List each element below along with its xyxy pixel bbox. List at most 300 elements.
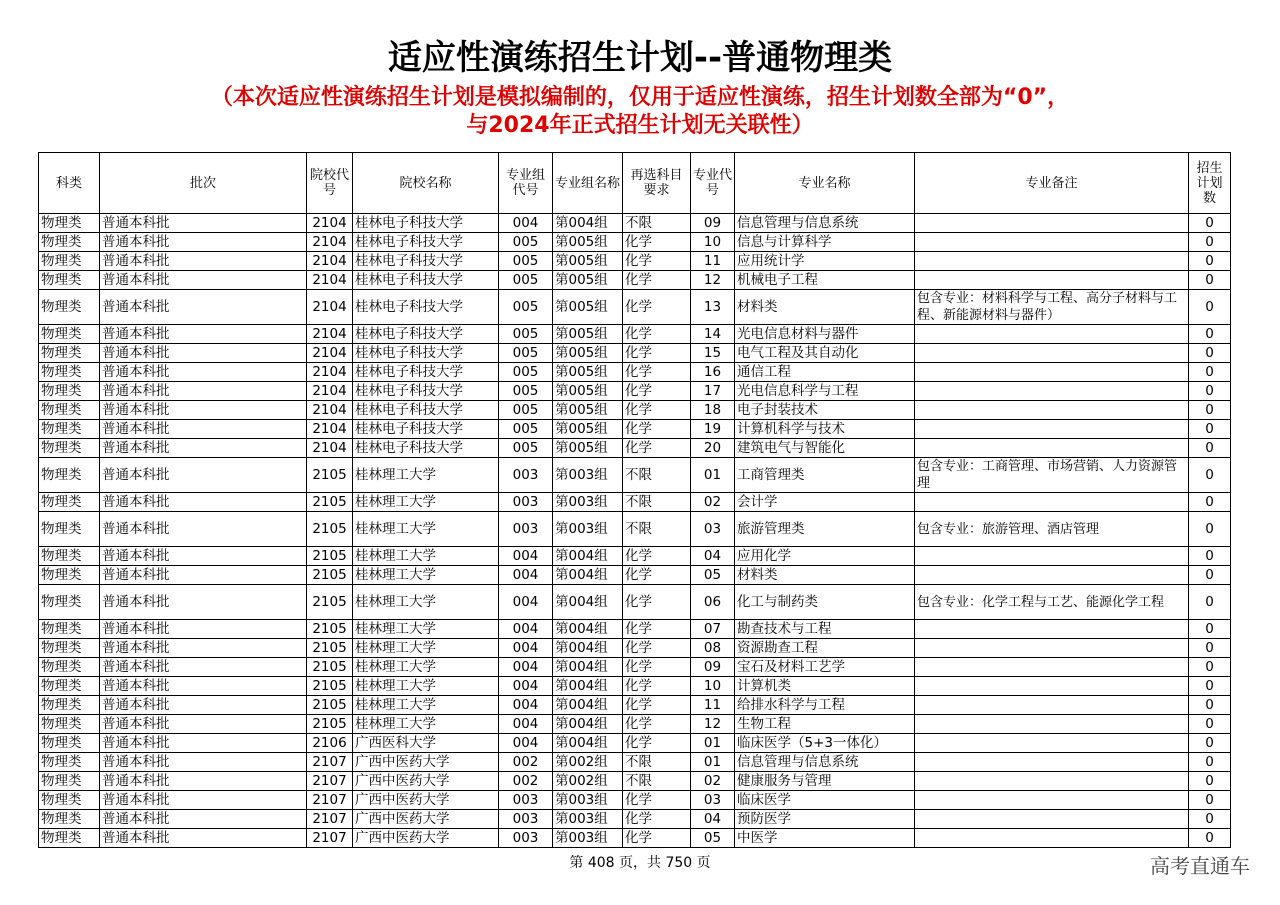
cell-school-name: 桂林电子科技大学	[353, 344, 499, 363]
cell-major-code: 10	[691, 233, 735, 252]
cell-subject-requirement: 化学	[623, 344, 691, 363]
cell-major-code: 16	[691, 363, 735, 382]
cell-plan-count: 0	[1189, 252, 1231, 271]
cell-major-code: 08	[691, 639, 735, 658]
cell-group-code: 002	[499, 753, 553, 772]
cell-school-name: 广西中医药大学	[353, 791, 499, 810]
cell-group-code: 004	[499, 214, 553, 233]
cell-category: 物理类	[39, 401, 100, 420]
cell-plan-count: 0	[1189, 382, 1231, 401]
col-header-subject-requirement: 再选科目要求	[623, 153, 691, 214]
cell-school-code: 2104	[307, 401, 353, 420]
cell-group-code: 005	[499, 344, 553, 363]
cell-major-remark	[915, 829, 1189, 848]
cell-major-code: 09	[691, 658, 735, 677]
cell-major-name: 应用统计学	[735, 252, 915, 271]
cell-school-code: 2107	[307, 829, 353, 848]
cell-category: 物理类	[39, 566, 100, 585]
cell-subject-requirement: 化学	[623, 734, 691, 753]
cell-group-code: 004	[499, 547, 553, 566]
cell-major-remark	[915, 715, 1189, 734]
cell-major-name: 预防医学	[735, 810, 915, 829]
cell-school-name: 桂林理工大学	[353, 458, 499, 493]
cell-school-name: 广西中医药大学	[353, 829, 499, 848]
cell-group-name: 第004组	[553, 547, 623, 566]
cell-batch: 普通本科批	[100, 696, 307, 715]
cell-school-code: 2104	[307, 439, 353, 458]
cell-plan-count: 0	[1189, 547, 1231, 566]
table-row	[39, 734, 1231, 753]
cell-category: 物理类	[39, 420, 100, 439]
cell-school-name: 广西中医药大学	[353, 810, 499, 829]
cell-group-name: 第004组	[553, 715, 623, 734]
cell-major-name: 化工与制药类	[735, 585, 915, 620]
cell-category: 物理类	[39, 620, 100, 639]
cell-major-remark	[915, 439, 1189, 458]
col-header-major-remark: 专业备注	[915, 153, 1189, 214]
cell-major-name: 旅游管理类	[735, 512, 915, 547]
cell-school-name: 桂林电子科技大学	[353, 420, 499, 439]
cell-school-name: 桂林电子科技大学	[353, 252, 499, 271]
cell-group-code: 005	[499, 325, 553, 344]
cell-school-name: 桂林电子科技大学	[353, 439, 499, 458]
cell-major-code: 06	[691, 585, 735, 620]
cell-school-code: 2105	[307, 493, 353, 512]
cell-category: 物理类	[39, 791, 100, 810]
cell-group-code: 003	[499, 493, 553, 512]
cell-plan-count: 0	[1189, 810, 1231, 829]
cell-batch: 普通本科批	[100, 325, 307, 344]
cell-group-code: 004	[499, 566, 553, 585]
cell-group-name: 第005组	[553, 363, 623, 382]
cell-group-code: 005	[499, 290, 553, 325]
cell-major-name: 会计学	[735, 493, 915, 512]
table-row	[39, 620, 1231, 639]
cell-major-name: 光电信息科学与工程	[735, 382, 915, 401]
cell-group-name: 第004组	[553, 677, 623, 696]
cell-major-remark	[915, 658, 1189, 677]
cell-plan-count: 0	[1189, 290, 1231, 325]
cell-batch: 普通本科批	[100, 458, 307, 493]
cell-major-code: 01	[691, 458, 735, 493]
col-header-group-name: 专业组名称	[553, 153, 623, 214]
cell-group-code: 003	[499, 791, 553, 810]
disclaimer-line-2: 与2024年正式招生计划无关联性）	[466, 113, 814, 138]
cell-major-remark	[915, 677, 1189, 696]
cell-subject-requirement: 不限	[623, 512, 691, 547]
cell-category: 物理类	[39, 271, 100, 290]
cell-category: 物理类	[39, 382, 100, 401]
cell-subject-requirement: 不限	[623, 753, 691, 772]
table-row	[39, 325, 1231, 344]
cell-plan-count: 0	[1189, 639, 1231, 658]
cell-category: 物理类	[39, 439, 100, 458]
cell-group-name: 第005组	[553, 420, 623, 439]
table-row	[39, 658, 1231, 677]
cell-group-name: 第004组	[553, 585, 623, 620]
cell-subject-requirement: 化学	[623, 252, 691, 271]
cell-batch: 普通本科批	[100, 753, 307, 772]
cell-subject-requirement: 化学	[623, 420, 691, 439]
cell-school-name: 广西医科大学	[353, 734, 499, 753]
cell-major-name: 工商管理类	[735, 458, 915, 493]
cell-batch: 普通本科批	[100, 512, 307, 547]
cell-school-name: 桂林理工大学	[353, 512, 499, 547]
cell-batch: 普通本科批	[100, 585, 307, 620]
cell-major-code: 07	[691, 620, 735, 639]
cell-plan-count: 0	[1189, 715, 1231, 734]
cell-school-name: 桂林理工大学	[353, 547, 499, 566]
table-row	[39, 252, 1231, 271]
cell-major-remark	[915, 363, 1189, 382]
cell-group-code: 004	[499, 715, 553, 734]
cell-group-name: 第004组	[553, 214, 623, 233]
cell-subject-requirement: 不限	[623, 458, 691, 493]
cell-subject-requirement: 化学	[623, 439, 691, 458]
cell-school-name: 桂林理工大学	[353, 620, 499, 639]
cell-subject-requirement: 不限	[623, 214, 691, 233]
table-row	[39, 401, 1231, 420]
cell-major-name: 信息管理与信息系统	[735, 214, 915, 233]
cell-group-name: 第005组	[553, 439, 623, 458]
cell-major-name: 计算机科学与技术	[735, 420, 915, 439]
cell-subject-requirement: 化学	[623, 233, 691, 252]
cell-school-name: 桂林理工大学	[353, 566, 499, 585]
cell-subject-requirement: 化学	[623, 585, 691, 620]
cell-major-remark	[915, 791, 1189, 810]
cell-group-name: 第005组	[553, 233, 623, 252]
cell-subject-requirement: 化学	[623, 566, 691, 585]
table-row	[39, 233, 1231, 252]
cell-school-name: 广西中医药大学	[353, 772, 499, 791]
cell-plan-count: 0	[1189, 439, 1231, 458]
cell-major-remark: 包含专业：化学工程与工艺、能源化学工程	[915, 585, 1189, 620]
cell-school-code: 2105	[307, 547, 353, 566]
table-row	[39, 439, 1231, 458]
table-row	[39, 214, 1231, 233]
cell-major-name: 信息管理与信息系统	[735, 753, 915, 772]
cell-school-code: 2107	[307, 753, 353, 772]
cell-batch: 普通本科批	[100, 620, 307, 639]
table-row	[39, 753, 1231, 772]
cell-major-remark	[915, 271, 1189, 290]
cell-batch: 普通本科批	[100, 493, 307, 512]
table-row	[39, 547, 1231, 566]
cell-subject-requirement: 化学	[623, 810, 691, 829]
cell-school-code: 2105	[307, 620, 353, 639]
cell-plan-count: 0	[1189, 233, 1231, 252]
col-header-school-code: 院校代号	[307, 153, 353, 214]
cell-category: 物理类	[39, 585, 100, 620]
cell-major-code: 02	[691, 772, 735, 791]
cell-category: 物理类	[39, 458, 100, 493]
table-row	[39, 420, 1231, 439]
cell-group-name: 第005组	[553, 382, 623, 401]
cell-plan-count: 0	[1189, 271, 1231, 290]
cell-plan-count: 0	[1189, 677, 1231, 696]
cell-major-name: 中医学	[735, 829, 915, 848]
cell-group-code: 005	[499, 420, 553, 439]
cell-plan-count: 0	[1189, 363, 1231, 382]
brand-watermark: 高考直通车	[1150, 854, 1250, 878]
cell-school-name: 桂林电子科技大学	[353, 382, 499, 401]
cell-group-code: 005	[499, 382, 553, 401]
cell-school-name: 桂林理工大学	[353, 658, 499, 677]
cell-group-code: 005	[499, 252, 553, 271]
cell-category: 物理类	[39, 233, 100, 252]
cell-major-remark	[915, 214, 1189, 233]
cell-subject-requirement: 化学	[623, 271, 691, 290]
cell-batch: 普通本科批	[100, 810, 307, 829]
cell-major-code: 04	[691, 547, 735, 566]
cell-group-code: 003	[499, 458, 553, 493]
cell-group-code: 004	[499, 620, 553, 639]
cell-major-code: 01	[691, 734, 735, 753]
cell-category: 物理类	[39, 810, 100, 829]
cell-group-name: 第004组	[553, 620, 623, 639]
cell-school-code: 2105	[307, 566, 353, 585]
cell-major-code: 19	[691, 420, 735, 439]
cell-group-code: 004	[499, 585, 553, 620]
cell-subject-requirement: 化学	[623, 639, 691, 658]
cell-category: 物理类	[39, 547, 100, 566]
cell-major-code: 20	[691, 439, 735, 458]
table-row	[39, 677, 1231, 696]
cell-major-remark	[915, 810, 1189, 829]
cell-major-name: 材料类	[735, 290, 915, 325]
cell-category: 物理类	[39, 214, 100, 233]
col-header-batch: 批次	[100, 153, 307, 214]
table-row	[39, 458, 1231, 493]
cell-group-code: 005	[499, 233, 553, 252]
cell-school-name: 广西中医药大学	[353, 753, 499, 772]
cell-category: 物理类	[39, 658, 100, 677]
cell-school-name: 桂林电子科技大学	[353, 271, 499, 290]
cell-major-name: 材料类	[735, 566, 915, 585]
page-title: 适应性演练招生计划--普通物理类	[387, 38, 893, 78]
cell-subject-requirement: 化学	[623, 696, 691, 715]
cell-major-code: 02	[691, 493, 735, 512]
cell-major-name: 电气工程及其自动化	[735, 344, 915, 363]
cell-school-name: 桂林理工大学	[353, 639, 499, 658]
cell-school-code: 2105	[307, 639, 353, 658]
cell-major-name: 资源勘查工程	[735, 639, 915, 658]
cell-major-name: 临床医学	[735, 791, 915, 810]
cell-major-remark	[915, 420, 1189, 439]
cell-school-code: 2104	[307, 325, 353, 344]
cell-major-code: 03	[691, 512, 735, 547]
cell-school-code: 2104	[307, 214, 353, 233]
cell-school-name: 桂林理工大学	[353, 585, 499, 620]
cell-school-code: 2107	[307, 791, 353, 810]
cell-major-remark	[915, 493, 1189, 512]
table-row	[39, 810, 1231, 829]
cell-school-name: 桂林电子科技大学	[353, 290, 499, 325]
cell-school-code: 2104	[307, 252, 353, 271]
cell-group-code: 004	[499, 677, 553, 696]
cell-group-name: 第005组	[553, 271, 623, 290]
cell-school-code: 2106	[307, 734, 353, 753]
table-row	[39, 290, 1231, 325]
cell-major-code: 15	[691, 344, 735, 363]
cell-major-remark	[915, 566, 1189, 585]
cell-major-code: 11	[691, 696, 735, 715]
cell-plan-count: 0	[1189, 696, 1231, 715]
cell-school-name: 桂林理工大学	[353, 696, 499, 715]
cell-group-name: 第003组	[553, 493, 623, 512]
cell-group-name: 第005组	[553, 401, 623, 420]
cell-batch: 普通本科批	[100, 252, 307, 271]
table-row	[39, 493, 1231, 512]
cell-plan-count: 0	[1189, 753, 1231, 772]
cell-school-code: 2105	[307, 677, 353, 696]
cell-group-code: 005	[499, 363, 553, 382]
cell-group-name: 第002组	[553, 772, 623, 791]
cell-major-remark	[915, 620, 1189, 639]
cell-school-name: 桂林理工大学	[353, 493, 499, 512]
cell-group-code: 003	[499, 829, 553, 848]
cell-group-name: 第002组	[553, 753, 623, 772]
cell-major-name: 信息与计算科学	[735, 233, 915, 252]
cell-school-name: 桂林理工大学	[353, 677, 499, 696]
cell-major-name: 健康服务与管理	[735, 772, 915, 791]
cell-group-code: 005	[499, 271, 553, 290]
cell-category: 物理类	[39, 512, 100, 547]
cell-school-name: 桂林电子科技大学	[353, 214, 499, 233]
cell-major-remark	[915, 547, 1189, 566]
cell-batch: 普通本科批	[100, 439, 307, 458]
cell-batch: 普通本科批	[100, 290, 307, 325]
cell-major-name: 计算机类	[735, 677, 915, 696]
cell-major-name: 临床医学（5+3一体化）	[735, 734, 915, 753]
col-header-group-code: 专业组代号	[499, 153, 553, 214]
col-header-major-code: 专业代号	[691, 153, 735, 214]
table-row	[39, 271, 1231, 290]
cell-batch: 普通本科批	[100, 639, 307, 658]
cell-school-code: 2107	[307, 772, 353, 791]
disclaimer-line-1: （本次适应性演练招生计划是模拟编制的，仅用于适应性演练，招生计划数全部为“0”，	[210, 85, 1070, 110]
cell-major-code: 05	[691, 829, 735, 848]
cell-batch: 普通本科批	[100, 772, 307, 791]
col-header-plan-count: 招生计划数	[1189, 153, 1231, 214]
cell-subject-requirement: 化学	[623, 363, 691, 382]
cell-major-code: 13	[691, 290, 735, 325]
cell-category: 物理类	[39, 344, 100, 363]
table-header-row	[39, 153, 1231, 214]
cell-plan-count: 0	[1189, 344, 1231, 363]
cell-major-remark	[915, 401, 1189, 420]
col-header-school-name: 院校名称	[353, 153, 499, 214]
cell-category: 物理类	[39, 639, 100, 658]
cell-school-code: 2105	[307, 585, 353, 620]
cell-major-name: 勘查技术与工程	[735, 620, 915, 639]
table-row	[39, 772, 1231, 791]
cell-major-code: 12	[691, 271, 735, 290]
cell-major-remark	[915, 639, 1189, 658]
cell-group-code: 004	[499, 696, 553, 715]
table-body	[39, 214, 1231, 848]
cell-category: 物理类	[39, 677, 100, 696]
cell-major-code: 14	[691, 325, 735, 344]
cell-school-code: 2105	[307, 715, 353, 734]
cell-school-code: 2104	[307, 420, 353, 439]
cell-major-code: 18	[691, 401, 735, 420]
cell-subject-requirement: 化学	[623, 829, 691, 848]
cell-school-name: 桂林理工大学	[353, 715, 499, 734]
cell-group-code: 004	[499, 639, 553, 658]
cell-major-name: 宝石及材料工艺学	[735, 658, 915, 677]
cell-school-name: 桂林电子科技大学	[353, 233, 499, 252]
cell-major-code: 03	[691, 791, 735, 810]
cell-major-code: 11	[691, 252, 735, 271]
cell-major-name: 电子封装技术	[735, 401, 915, 420]
cell-group-code: 003	[499, 810, 553, 829]
cell-batch: 普通本科批	[100, 344, 307, 363]
cell-school-name: 桂林电子科技大学	[353, 401, 499, 420]
table-row	[39, 382, 1231, 401]
cell-category: 物理类	[39, 325, 100, 344]
cell-batch: 普通本科批	[100, 271, 307, 290]
cell-group-name: 第005组	[553, 290, 623, 325]
cell-batch: 普通本科批	[100, 658, 307, 677]
cell-plan-count: 0	[1189, 620, 1231, 639]
cell-school-code: 2104	[307, 290, 353, 325]
cell-major-remark	[915, 325, 1189, 344]
cell-major-code: 05	[691, 566, 735, 585]
cell-subject-requirement: 化学	[623, 401, 691, 420]
cell-major-name: 应用化学	[735, 547, 915, 566]
cell-school-code: 2105	[307, 512, 353, 547]
cell-school-code: 2104	[307, 233, 353, 252]
table-row	[39, 566, 1231, 585]
page-number: 第 408 页，共 750 页	[569, 855, 711, 871]
cell-subject-requirement: 化学	[623, 620, 691, 639]
cell-major-remark	[915, 233, 1189, 252]
cell-category: 物理类	[39, 493, 100, 512]
cell-plan-count: 0	[1189, 458, 1231, 493]
cell-plan-count: 0	[1189, 791, 1231, 810]
cell-plan-count: 0	[1189, 401, 1231, 420]
cell-category: 物理类	[39, 734, 100, 753]
cell-subject-requirement: 化学	[623, 547, 691, 566]
col-header-category: 科类	[39, 153, 100, 214]
table-row	[39, 585, 1231, 620]
cell-batch: 普通本科批	[100, 363, 307, 382]
cell-batch: 普通本科批	[100, 677, 307, 696]
cell-major-code: 17	[691, 382, 735, 401]
cell-subject-requirement: 化学	[623, 290, 691, 325]
cell-category: 物理类	[39, 252, 100, 271]
cell-school-code: 2105	[307, 696, 353, 715]
cell-major-remark	[915, 734, 1189, 753]
cell-category: 物理类	[39, 772, 100, 791]
cell-school-code: 2104	[307, 363, 353, 382]
cell-batch: 普通本科批	[100, 547, 307, 566]
cell-major-remark: 包含专业：材料科学与工程、高分子材料与工程、新能源材料与器件）	[915, 290, 1189, 325]
cell-subject-requirement: 化学	[623, 791, 691, 810]
table-row	[39, 512, 1231, 547]
cell-plan-count: 0	[1189, 658, 1231, 677]
cell-plan-count: 0	[1189, 566, 1231, 585]
cell-group-code: 002	[499, 772, 553, 791]
cell-major-name: 通信工程	[735, 363, 915, 382]
cell-plan-count: 0	[1189, 512, 1231, 547]
cell-group-code: 005	[499, 401, 553, 420]
cell-batch: 普通本科批	[100, 829, 307, 848]
cell-subject-requirement: 化学	[623, 382, 691, 401]
cell-school-code: 2104	[307, 344, 353, 363]
cell-category: 物理类	[39, 290, 100, 325]
